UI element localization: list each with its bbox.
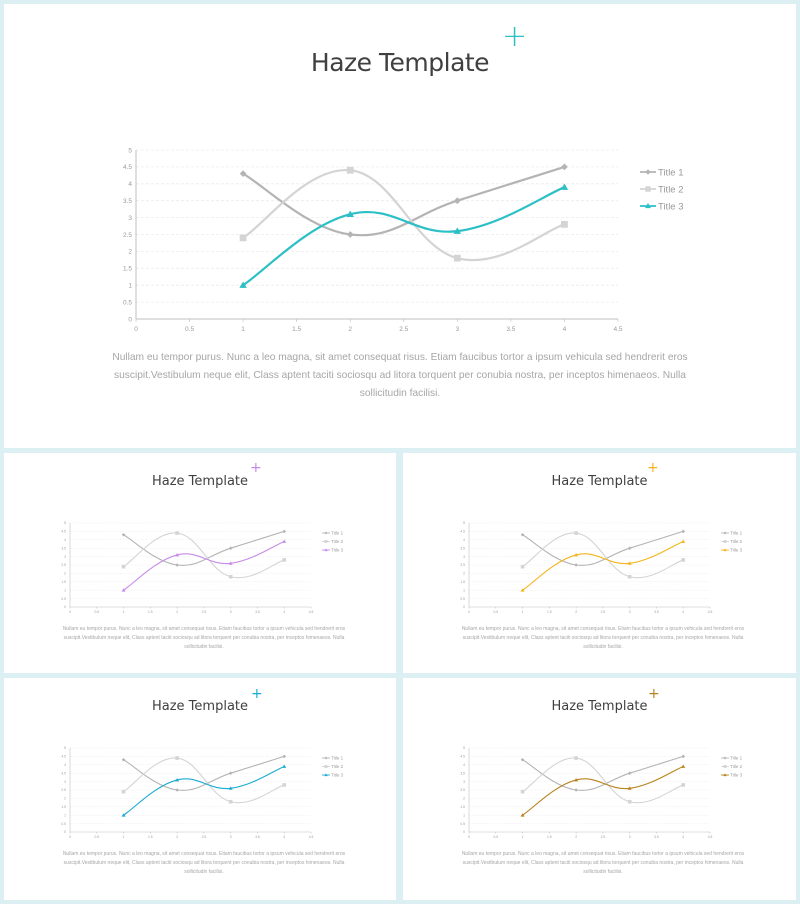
x-tick-label: 4.5 <box>707 609 713 614</box>
legend-marker <box>325 765 328 768</box>
data-point <box>628 771 632 775</box>
y-tick-label: 3.5 <box>460 771 465 776</box>
y-tick-label: 4 <box>463 762 465 767</box>
line-chart <box>4 678 396 848</box>
data-point <box>574 756 578 760</box>
x-tick-label: 3 <box>229 609 232 614</box>
body-text: Nullam eu tempor purus. Nunc a leo magna, sit amet consequat risus. Etiam faucibus tortor a ipsum vehicula sed hendrerit eros suscipit.Vestibulum neque elit, Class aptent taciti sociosqu ad litora torquent per conubia nostra, per inceptos himenaeos. Nulla sollicitudin facilisi. <box>62 626 346 650</box>
data-point <box>561 221 568 228</box>
data-point <box>681 558 685 562</box>
legend-label: Title 3 <box>730 772 743 778</box>
data-point <box>175 531 179 535</box>
y-tick-label: 1.5 <box>61 804 66 809</box>
plus-icon: + <box>251 686 263 702</box>
plus-icon: + <box>647 460 659 476</box>
legend-label: Title 3 <box>730 547 743 553</box>
y-tick-label: 0 <box>64 830 66 835</box>
y-tick-label: 0.5 <box>460 596 465 601</box>
x-tick-label: 3.5 <box>255 609 260 614</box>
x-tick-label: 3.5 <box>654 609 659 614</box>
body-text: Nullam eu tempor purus. Nunc a leo magna, sit amet consequat risus. Etiam faucibus tortor a ipsum vehicula sed hendrerit eros suscipit.Vestibulum neque elit, Class aptent taciti sociosqu ad litora torquent per conubia nostra, per inceptos himenaeos. Nulla sollicitudin facilisi. <box>62 851 346 875</box>
data-point <box>229 771 233 775</box>
legend-label: Title 2 <box>331 764 344 770</box>
legend-label: Title 1 <box>331 530 344 536</box>
y-tick-label: 3.5 <box>61 546 66 551</box>
x-tick-label: 4 <box>562 325 567 333</box>
x-tick-label: 4 <box>283 834 286 839</box>
slide-blue <box>4 678 396 900</box>
legend-entry <box>721 548 743 553</box>
y-tick-label: 3 <box>463 779 465 784</box>
x-tick-label: 2 <box>575 609 578 614</box>
x-tick-label: 0 <box>69 834 71 839</box>
y-tick-label: 2.5 <box>460 788 465 793</box>
data-point <box>574 531 578 535</box>
y-tick-label: 5 <box>64 521 66 526</box>
x-tick-label: 0 <box>468 834 470 839</box>
y-tick-label: 2.5 <box>61 563 66 568</box>
y-tick-label: 2 <box>463 571 465 576</box>
data-point <box>628 800 632 804</box>
x-tick-label: 1.5 <box>547 834 552 839</box>
x-tick-label: 2.5 <box>600 609 606 614</box>
legend-label: Title 2 <box>331 539 344 545</box>
x-tick-label: 0.5 <box>94 834 100 839</box>
slide-purple <box>4 453 396 673</box>
legend-marker <box>645 186 650 191</box>
plus-icon: + <box>648 686 660 702</box>
x-tick-label: 2 <box>575 834 578 839</box>
y-tick-label: 1.5 <box>122 265 132 273</box>
x-tick-label: 1 <box>122 609 125 614</box>
x-tick-label: 2.5 <box>399 325 409 333</box>
x-tick-label: 2.5 <box>201 609 207 614</box>
x-tick-label: 4.5 <box>308 609 314 614</box>
x-tick-label: 1 <box>521 834 524 839</box>
slide-yellow <box>403 453 796 673</box>
slide-title: Haze Template <box>151 474 248 489</box>
y-tick-label: 1.5 <box>460 579 465 584</box>
slide-title: Haze Template <box>310 48 490 77</box>
y-tick-label: 4.5 <box>61 754 66 759</box>
data-point <box>347 167 354 174</box>
data-point <box>175 756 179 760</box>
x-tick-label: 1.5 <box>148 609 153 614</box>
x-tick-label: 2.5 <box>600 834 606 839</box>
y-tick-label: 2.5 <box>460 563 465 568</box>
x-tick-label: 2 <box>176 834 179 839</box>
y-tick-label: 4.5 <box>61 529 66 534</box>
y-tick-label: 4 <box>463 537 465 542</box>
x-tick-label: 0.5 <box>185 325 195 333</box>
y-tick-label: 2 <box>64 571 66 576</box>
y-tick-label: 4 <box>64 762 66 767</box>
line-chart <box>4 4 796 344</box>
y-tick-label: 1 <box>128 282 132 290</box>
series-line <box>523 766 684 815</box>
data-point <box>175 788 179 792</box>
legend-entry <box>721 531 743 536</box>
legend-label: Title 1 <box>730 530 743 536</box>
y-tick-label: 1 <box>64 813 66 818</box>
y-tick-label: 3.5 <box>61 771 66 776</box>
y-tick-label: 0.5 <box>61 821 66 826</box>
x-tick-label: 1.5 <box>547 609 552 614</box>
slide-main <box>4 4 796 448</box>
y-tick-label: 2 <box>128 248 132 256</box>
legend-entry <box>322 764 344 769</box>
legend-entry <box>322 548 344 553</box>
y-tick-label: 0 <box>463 605 465 610</box>
x-tick-label: 0 <box>468 609 470 614</box>
data-point <box>574 563 578 567</box>
x-tick-label: 3 <box>628 609 631 614</box>
plus-icon: + <box>250 460 262 476</box>
slide-title: Haze Template <box>551 474 648 489</box>
legend-entry <box>322 756 344 761</box>
x-tick-label: 2 <box>176 609 179 614</box>
y-tick-label: 0.5 <box>122 299 132 307</box>
y-tick-label: 0.5 <box>460 821 465 826</box>
x-tick-label: 3.5 <box>506 325 516 333</box>
data-point <box>681 783 685 787</box>
legend-entry <box>322 539 344 544</box>
legend-entry <box>640 201 684 212</box>
x-tick-label: 0 <box>69 609 71 614</box>
y-tick-label: 1 <box>463 588 465 593</box>
data-point <box>561 164 568 171</box>
y-tick-label: 3.5 <box>122 197 132 205</box>
x-tick-label: 2.5 <box>201 834 207 839</box>
y-tick-label: 2.5 <box>61 788 66 793</box>
legend-marker <box>724 532 727 535</box>
slide-title: Haze Template <box>551 699 648 714</box>
x-tick-label: 1.5 <box>292 325 302 333</box>
legend-label: Title 1 <box>658 167 684 179</box>
x-tick-label: 4.5 <box>707 834 713 839</box>
body-text: Nullam eu tempor purus. Nunc a leo magna, sit amet consequat risus. Etiam faucibus tortor a ipsum vehicula sed hendrerit eros suscipit.Vestibulum neque elit, Class aptent taciti sociosqu ad litora torquent per conubia nostra, per inceptos himenaeos. Nulla sollicitudin facilisi. <box>112 352 688 399</box>
x-tick-label: 0.5 <box>493 834 499 839</box>
x-tick-label: 4 <box>682 609 685 614</box>
y-tick-label: 2 <box>64 796 66 801</box>
y-tick-label: 3 <box>463 554 465 559</box>
legend-entry <box>721 773 743 778</box>
legend-label: Title 3 <box>331 547 344 553</box>
y-tick-label: 1 <box>64 588 66 593</box>
data-point <box>282 530 286 534</box>
x-tick-label: 4 <box>682 834 685 839</box>
y-tick-label: 0 <box>64 605 66 610</box>
legend-label: Title 1 <box>730 755 743 761</box>
y-tick-label: 2 <box>463 796 465 801</box>
line-chart <box>403 678 796 848</box>
data-point <box>574 788 578 792</box>
legend-entry <box>721 764 743 769</box>
legend-marker <box>325 757 328 760</box>
data-point <box>521 790 525 794</box>
x-tick-label: 4.5 <box>613 325 623 333</box>
y-tick-label: 1 <box>463 813 465 818</box>
data-point <box>454 255 461 262</box>
line-chart <box>403 453 796 623</box>
data-point <box>240 234 247 241</box>
y-tick-label: 1.5 <box>460 804 465 809</box>
data-point <box>282 755 286 759</box>
slide-title: Haze Template <box>151 699 248 714</box>
y-tick-label: 5 <box>463 521 465 526</box>
y-tick-label: 3 <box>128 214 132 222</box>
plus-icon: + <box>502 19 528 54</box>
x-tick-label: 3.5 <box>654 834 659 839</box>
y-tick-label: 4 <box>64 537 66 542</box>
legend-entry <box>640 167 684 178</box>
x-tick-label: 4.5 <box>308 834 314 839</box>
legend-label: Title 2 <box>730 539 743 545</box>
data-point <box>282 783 286 787</box>
y-tick-label: 4.5 <box>460 529 465 534</box>
x-tick-label: 2 <box>348 325 353 333</box>
data-point <box>628 546 632 550</box>
legend-marker <box>724 765 727 768</box>
x-tick-label: 3 <box>628 834 631 839</box>
legend-marker <box>724 540 727 543</box>
legend-label: Title 3 <box>331 772 344 778</box>
x-tick-label: 1.5 <box>148 834 153 839</box>
data-point <box>681 755 685 759</box>
y-tick-label: 5 <box>463 746 465 751</box>
legend-label: Title 3 <box>658 201 684 213</box>
legend-entry <box>322 531 344 536</box>
legend-marker <box>325 540 328 543</box>
legend-label: Title 2 <box>730 764 743 770</box>
body-text: Nullam eu tempor purus. Nunc a leo magna, sit amet consequat risus. Etiam faucibus tortor a ipsum vehicula sed hendrerit eros suscipit.Vestibulum neque elit, Class aptent taciti sociosqu ad litora torquent per conubia nostra, per inceptos himenaeos. Nulla sollicitudin facilisi. <box>461 626 745 650</box>
legend-marker <box>325 532 328 535</box>
data-point <box>681 530 685 534</box>
y-tick-label: 1.5 <box>61 579 66 584</box>
y-tick-label: 5 <box>128 147 132 155</box>
legend-entry <box>721 539 743 544</box>
x-tick-label: 3.5 <box>255 834 260 839</box>
series-3 <box>239 183 568 287</box>
y-tick-label: 0.5 <box>61 596 66 601</box>
legend-entry <box>322 773 344 778</box>
series-line <box>124 541 285 590</box>
x-tick-label: 1 <box>122 834 125 839</box>
series-line <box>124 766 285 815</box>
y-tick-label: 2.5 <box>122 231 132 239</box>
legend-marker <box>645 169 650 174</box>
slide-brown <box>403 678 796 900</box>
data-point <box>229 546 233 550</box>
data-point <box>454 197 461 204</box>
data-point <box>347 231 354 238</box>
legend-label: Title 1 <box>331 755 344 761</box>
y-tick-label: 0 <box>128 316 132 324</box>
data-point <box>628 575 632 579</box>
data-point <box>122 790 126 794</box>
x-tick-label: 4 <box>283 609 286 614</box>
x-tick-label: 1 <box>241 325 245 333</box>
x-tick-label: 0.5 <box>493 609 499 614</box>
legend-entry <box>721 756 743 761</box>
y-tick-label: 3 <box>64 779 66 784</box>
y-tick-label: 4.5 <box>122 164 132 172</box>
series-line <box>243 187 564 285</box>
data-point <box>229 575 233 579</box>
x-tick-label: 3 <box>229 834 232 839</box>
data-point <box>282 558 286 562</box>
x-tick-label: 3 <box>455 325 460 333</box>
data-point <box>561 183 568 189</box>
y-tick-label: 3.5 <box>460 546 465 551</box>
series-line <box>523 541 684 590</box>
data-point <box>122 565 126 569</box>
legend-label: Title 2 <box>658 184 684 196</box>
y-tick-label: 4 <box>128 181 132 189</box>
y-tick-label: 0 <box>463 830 465 835</box>
y-tick-label: 3 <box>64 554 66 559</box>
line-chart <box>4 453 396 623</box>
x-tick-label: 1 <box>521 609 524 614</box>
y-tick-label: 4.5 <box>460 754 465 759</box>
data-point <box>229 800 233 804</box>
x-tick-label: 0.5 <box>94 609 100 614</box>
x-tick-label: 0 <box>134 325 138 333</box>
data-point <box>175 563 179 567</box>
legend-entry <box>640 184 684 195</box>
y-tick-label: 5 <box>64 746 66 751</box>
legend-marker <box>724 757 727 760</box>
body-text: Nullam eu tempor purus. Nunc a leo magna, sit amet consequat risus. Etiam faucibus tortor a ipsum vehicula sed hendrerit eros suscipit.Vestibulum neque elit, Class aptent taciti sociosqu ad litora torquent per conubia nostra, per inceptos himenaeos. Nulla sollicitudin facilisi. <box>461 851 745 875</box>
data-point <box>521 565 525 569</box>
